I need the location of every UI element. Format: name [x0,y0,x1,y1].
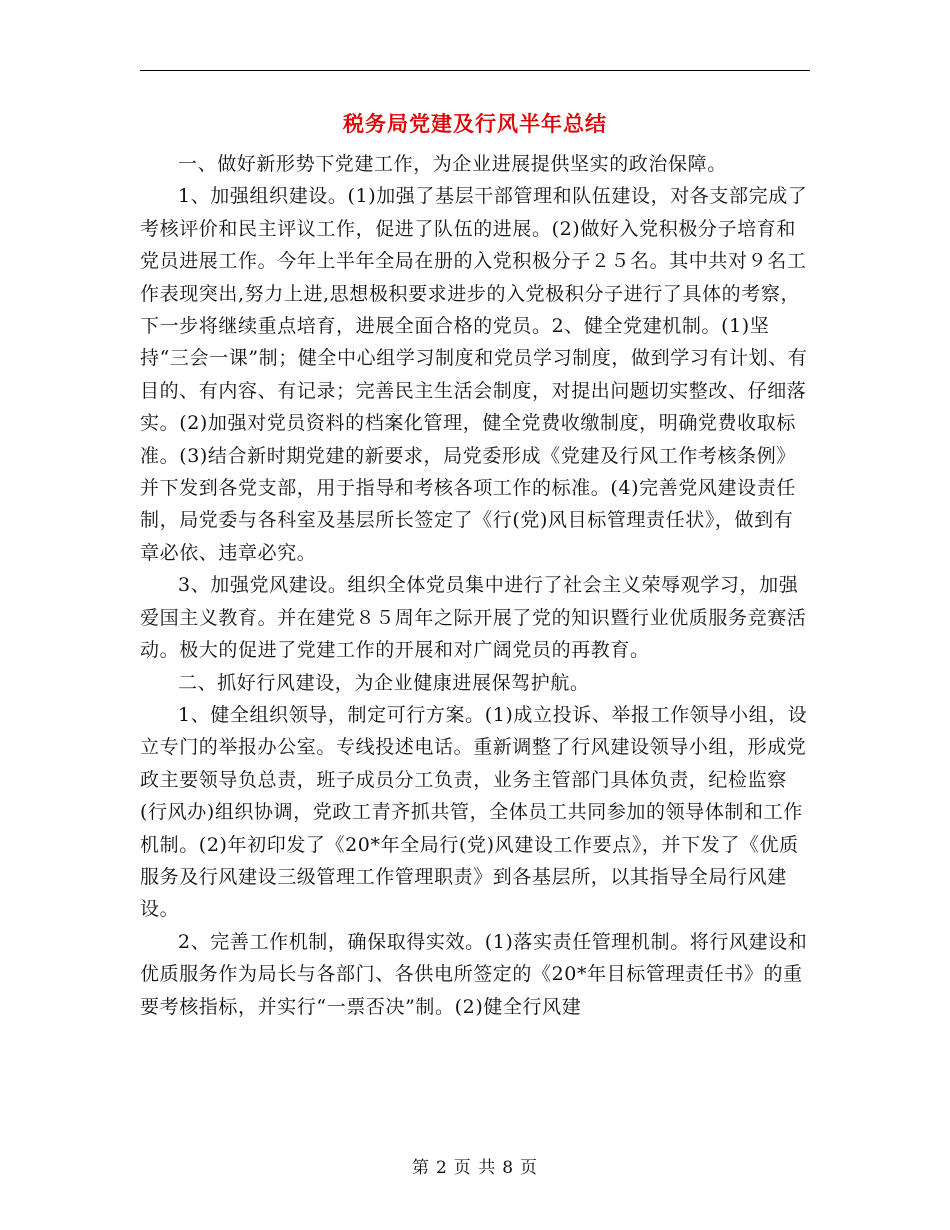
paragraph-work-mechanism: 2、完善工作机制，确保取得实效。(1)落实责任管理机制。将行风建设和优质服务作为局长与各部门、各供电所签定的《20*年目标管理责任书》的重要考核指标，并实行“一票否决”制。(2)健全行风建 [140,930,808,1018]
paragraph-organization-building: 1、加强组织建设。(1)加强了基层干部管理和队伍建设，对各支部完成了考核评价和民主评议工作，促进了队伍的进展。(2)做好入党积极分子培育和党员进展工作。今年上半年全局在册的入党积极分子２５名。其中共对９名工作表现突出,努力上进,思想极积要求进步的入党极积分子进行了具体的考察，下一步将继续重点培育，进展全面合格的党员。2、健全党建机制。(1)坚持“三会一课”制；健全中心组学习制度和党员学习制度，做到学习有计划、有目的、有内容、有记录；完善民主生活会制度，对提出问题切实整改、仔细落实。(2)加强对党员资料的档案化管理，健全党费收缴制度，明确党费收取标准。(3)结合新时期党建的新要求，局党委形成《党建及行风工作考核条例》并下发到各党支部，用于指导和考核各项工作的标准。(4)完善党风建设责任制，局党委与各科室及基层所长签定了《行(党)风目标管理责任状》，做到有章必依、违章必究。 [140,185,808,564]
document-body [140,148,812,1023]
paragraph-section-two-heading: 二、抓好行风建设，为企业健康进展保驾护航。 [178,671,590,694]
header-rule [140,70,810,71]
document-title: 税务局党建及行风半年总结 [343,111,607,136]
page-footer [0,1153,950,1178]
paragraph-section-one-heading: 一、做好新形势下党建工作，为企业进展提供坚实的政治保障。 [178,153,727,175]
footer-current-page: 2 [435,1158,448,1178]
footer-suffix: 页 [520,1158,539,1178]
footer-mid: 页 共 [453,1158,497,1178]
footer-total-pages: 8 [502,1158,515,1178]
paragraph-party-style-building: 3、加强党风建设。组织全体党员集中进行了社会主义荣辱观学习，加强爱国主义教育。并在建党８５周年之际开展了党的知识暨行业优质服务竞赛活动。极大的促进了党建工作的开展和对广阔党员的再教育。 [140,574,807,662]
paragraph-organizational-leadership: 1、健全组织领导，制定可行方案。(1)成立投诉、举报工作领导小组，设立专门的举报办公室。专线投述电话。重新调整了行风建设领导小组，形成党政主要领导负总责，班子成员分工负责，业务主管部门具体负责，纪检监察(行风办)组织协调，党政工青齐抓共管，全体员工共同参加的领导体制和工作机制。(2)年初印发了《20*年全局行(党)风建设工作要点》，并下发了《优质服务及行风建设三级管理工作管理职责》到各基层所，以其指导全局行风建设。 [140,703,808,921]
footer-prefix: 第 [411,1158,430,1178]
